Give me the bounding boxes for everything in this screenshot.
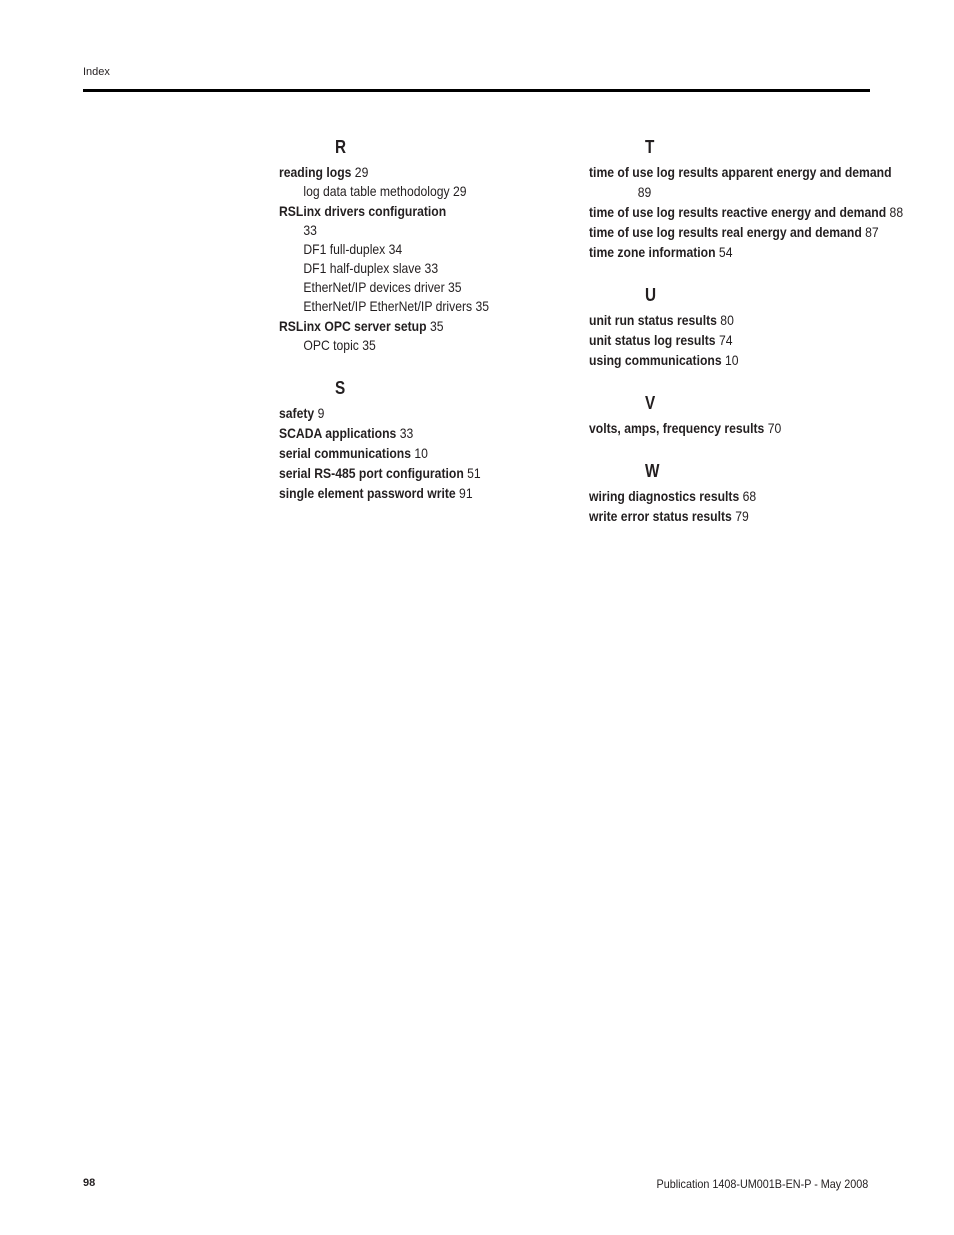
index-section-r [279, 136, 569, 355]
index-page-ref: 87 [861, 224, 879, 240]
index-term: unit status log results [589, 332, 716, 348]
index-page-ref: 29 [351, 164, 369, 180]
index-subentry: 33 [303, 222, 317, 238]
index-entry [279, 403, 531, 423]
index-entry [279, 463, 531, 483]
index-term: time of use log results real energy and demand [589, 224, 862, 240]
index-section-u [589, 284, 879, 370]
index-term: wiring diagnostics results [589, 488, 740, 504]
index-page-ref: 9 [314, 405, 325, 421]
index-entry [279, 423, 531, 443]
index-term: serial communications [279, 445, 411, 461]
index-page-ref: 54 [715, 244, 733, 260]
index-section-s [279, 377, 569, 503]
index-page-ref: 91 [455, 485, 473, 501]
index-subentry: EtherNet/IP EtherNet/IP drivers 35 [303, 298, 490, 314]
index-page-ref: 70 [764, 420, 782, 436]
index-subentry: log data table methodology 29 [303, 183, 467, 199]
index-page-ref: 79 [731, 508, 749, 524]
index-section-w [589, 460, 879, 526]
index-term: RSLinx OPC server setup [279, 318, 427, 334]
index-page-ref: 10 [721, 352, 739, 368]
index-entry [589, 350, 841, 370]
index-entry [279, 162, 531, 182]
index-page-ref: 10 [410, 445, 428, 461]
index-entry [279, 201, 531, 221]
index-entry [589, 506, 841, 526]
index-term: reading logs [279, 164, 352, 180]
index-entry [279, 483, 531, 503]
section-letter: V [645, 393, 656, 413]
index-entry [589, 418, 841, 438]
index-entry [589, 162, 907, 202]
index-subentry: OPC topic 35 [303, 337, 376, 353]
index-section-t [589, 136, 904, 262]
page-number: 98 [83, 1177, 96, 1189]
index-term: safety [279, 405, 315, 421]
publication-info: Publication 1408-UM001B-EN-P - May 2008 [656, 1177, 868, 1191]
index-term: unit run status results [589, 312, 717, 328]
index-page-ref: 68 [739, 488, 757, 504]
index-term: serial RS-485 port configuration [279, 465, 464, 481]
header-rule [83, 89, 870, 92]
index-entry [589, 202, 907, 222]
index-column-left [279, 136, 569, 525]
index-entry [589, 486, 841, 506]
index-entry [589, 330, 841, 350]
index-column-right [589, 136, 904, 548]
index-entry [279, 316, 531, 336]
running-header: Index [83, 66, 110, 78]
index-term: using communications [589, 352, 722, 368]
index-entry [279, 443, 531, 463]
index-page-ref: 51 [463, 465, 481, 481]
section-letter: S [335, 378, 346, 398]
index-term: RSLinx drivers configuration [279, 203, 447, 219]
index-term: write error status results [589, 508, 732, 524]
index-page-ref: 89 [637, 184, 652, 200]
index-term: time of use log results apparent energy and demand [589, 164, 892, 180]
index-term: volts, amps, frequency results [589, 420, 765, 436]
index-term: time zone information [589, 244, 716, 260]
section-letter: W [645, 461, 660, 481]
index-page-ref: 74 [715, 332, 733, 348]
section-letter: T [645, 137, 655, 157]
index-subentry: DF1 full-duplex 34 [303, 241, 403, 257]
index-entry [589, 310, 841, 330]
section-letter: R [335, 137, 347, 157]
index-page-ref: 35 [426, 318, 444, 334]
index-term: SCADA applications [279, 425, 397, 441]
index-page-ref: 88 [886, 204, 904, 220]
index-term: single element password write [279, 485, 456, 501]
index-page-ref: 33 [396, 425, 414, 441]
index-subentry: EtherNet/IP devices driver 35 [303, 279, 462, 295]
index-entry [589, 242, 841, 262]
section-letter: U [645, 285, 657, 305]
index-term: time of use log results reactive energy and demand [589, 204, 887, 220]
index-entry [589, 222, 907, 242]
index-subentry: DF1 half-duplex slave 33 [303, 260, 439, 276]
index-section-v [589, 392, 879, 438]
index-page-ref: 80 [716, 312, 734, 328]
